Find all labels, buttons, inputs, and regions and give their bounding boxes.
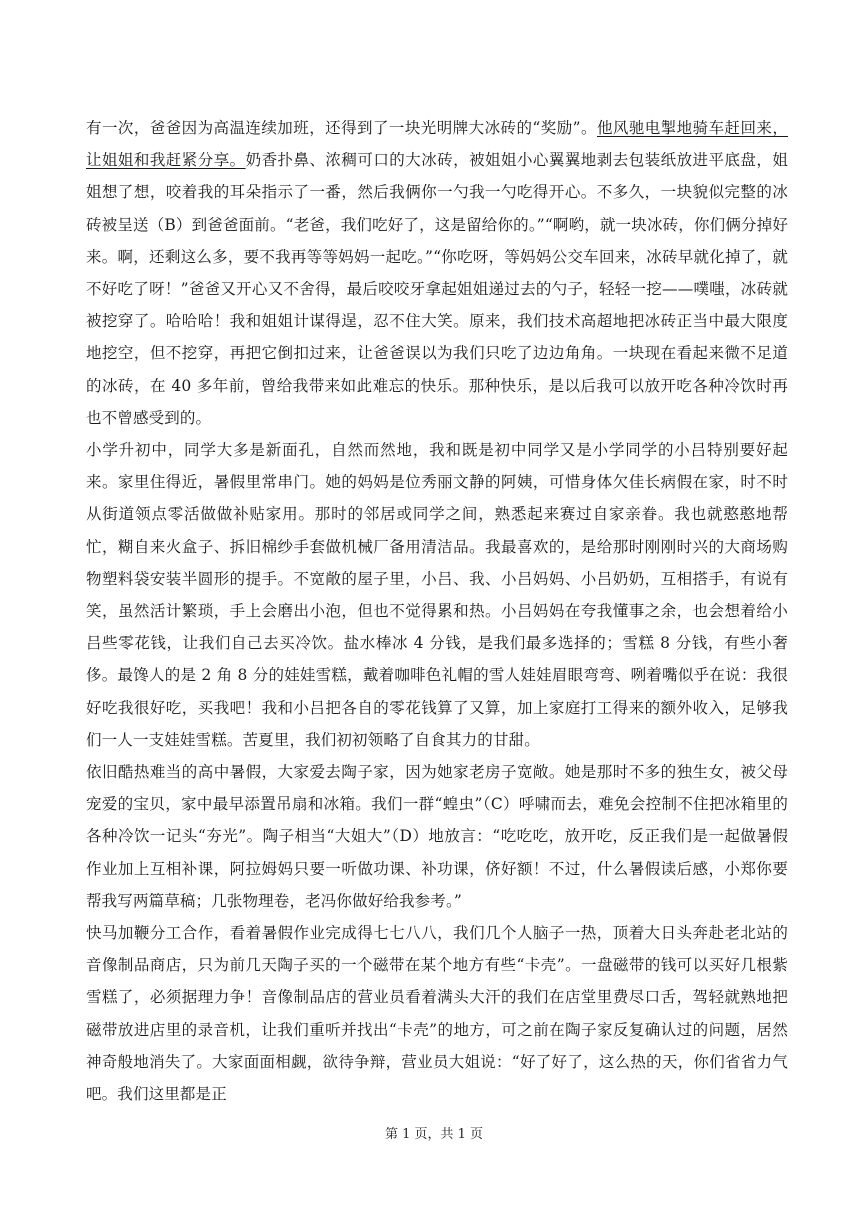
- paragraph: [86, 434, 788, 756]
- text-segment: 小学升初中，同学大多是新面孔，自然而然地，我和既是初中同学又是小学同学的小吕特别要好起来。家里住得近，暑假里常串门。她的妈妈是位秀丽文静的阿姨，可惜身体欠佳长病假在家，时不时从街道领点零活做做补贴家用。那时的邻居或同学之间，熟悉起来赛过自家亲眷。我也就憨憨地帮忙，糊自来火盒子、拆旧棉纱手套做机械厂备用清洁品。我最喜欢的，是给那时刚刚时兴的大商场购物塑料袋安装半圆形的提手。不宽敞的屋子里，小吕、我、小吕妈妈、小吕奶奶，互相搭手，有说有笑，虽然活计繁琐，手上会磨出小泡，但也不觉得累和热。小吕妈妈在夸我懂事之余，也会想着给小吕些零花钱，让我们自己去买冷饮。盐水棒冰 4 分钱，是我们最多选择的；雪糕 8 分钱，有些小奢侈。最馋人的是 2 角 8 分的娃娃雪糕，戴着咖啡色礼帽的雪人娃娃眉眼弯弯、咧着嘴似乎在说：我很好吃我很好吃，买我吧！我和小吕把各自的零花钱算了又算，加上家庭打工得来的额外收入，足够我们一人一支娃娃雪糕。苦夏里，我们初初领略了自食其力的甘甜。: [86, 441, 788, 749]
- paragraph: [86, 917, 788, 1110]
- text-segment: 奶香扑鼻、浓稠可口的大冰砖，被姐姐小心翼翼地剥去包装纸放进平底盘，姐姐想了想，咬着我的耳朵指示了一番，然后我俩你一勺我一勺吃得开心。不多久，一块貌似完整的冰砖被呈送（B）到爸爸面前。“老爸，我们吃好了，这是留给你的。”“啊哟，就一块冰砖，你们俩分掉好来。啊，还剩这么多，要不我再等等妈妈一起吃。”“你吃呀，等妈妈公交车回来，冰砖早就化掉了，就不好吃了呀！”爸爸又开心又不舍得，最后咬咬牙拿起姐姐递过去的勺子，轻轻一挖——噗嗤，冰砖就被挖穿了。哈哈哈！我和姐姐计谋得逞，忍不住大笑。原来，我们技术高超地把冰砖正当中最大限度地挖空，但不挖穿，再把它倒扣过来，让爸爸误以为我们只吃了边边角角。一块现在看起来微不足道的冰砖，在 40 多年前，曾给我带来如此难忘的快乐。那种快乐，是以后我可以放开吃各种冷饮时再也不曾感受到的。: [86, 151, 788, 427]
- page-number-footer: 第 1 页，共 1 页: [384, 1127, 484, 1142]
- text-segment: 依旧酷热难当的高中暑假，大家爱去陶子家，因为她家老房子宽敞。她是那时不多的独生女，被父母宠爱的宝贝，家中最早添置吊扇和冰箱。我们一群“蝗虫”（C）呼啸而去，难免会控制不住把冰箱里的各种冷饮一记头“夯光”。陶子相当“大姐大”（D）地放言：“吃吃吃，放开吃，反正我们是一起做暑假作业加上互相补课，阿拉姆妈只要一听做功课、补功课，侪好额！不过，什么暑假读后感，小郑你要帮我写两篇草稿；几张物理卷，老冯你做好给我参考。”: [86, 763, 788, 910]
- text-segment: 有一次，爸爸因为高温连续加班，还得到了一块光明牌大冰砖的“奖励”。: [86, 119, 597, 137]
- underlined-sentence: 他风驰电掣地骑车赶回来，让姐姐和我赶紧分享。: [86, 119, 788, 170]
- paragraph: [86, 756, 788, 917]
- article-body: [86, 112, 788, 1110]
- text-segment: 快马加鞭分工合作，看着暑假作业完成得七七八八，我们几个人脑子一热，顶着大日头奔赴老北站的音像制品商店，只为前几天陶子买的一个磁带在某个地方有些“卡壳”。一盘磁带的钱可以买好几根紫雪糕了，必须据理力争！音像制品店的营业员看着满头大汗的我们在店堂里费尽口舌，驾轻就熟地把磁带放进店里的录音机，让我们重听并找出“卡壳”的地方，可之前在陶子家反复确认过的问题，居然神奇般地消失了。大家面面相觑，欲待争辩，营业员大姐说：“好了好了，这么热的天，你们省省力气吧。我们这里都是正: [86, 924, 788, 1104]
- paragraph: [86, 112, 788, 434]
